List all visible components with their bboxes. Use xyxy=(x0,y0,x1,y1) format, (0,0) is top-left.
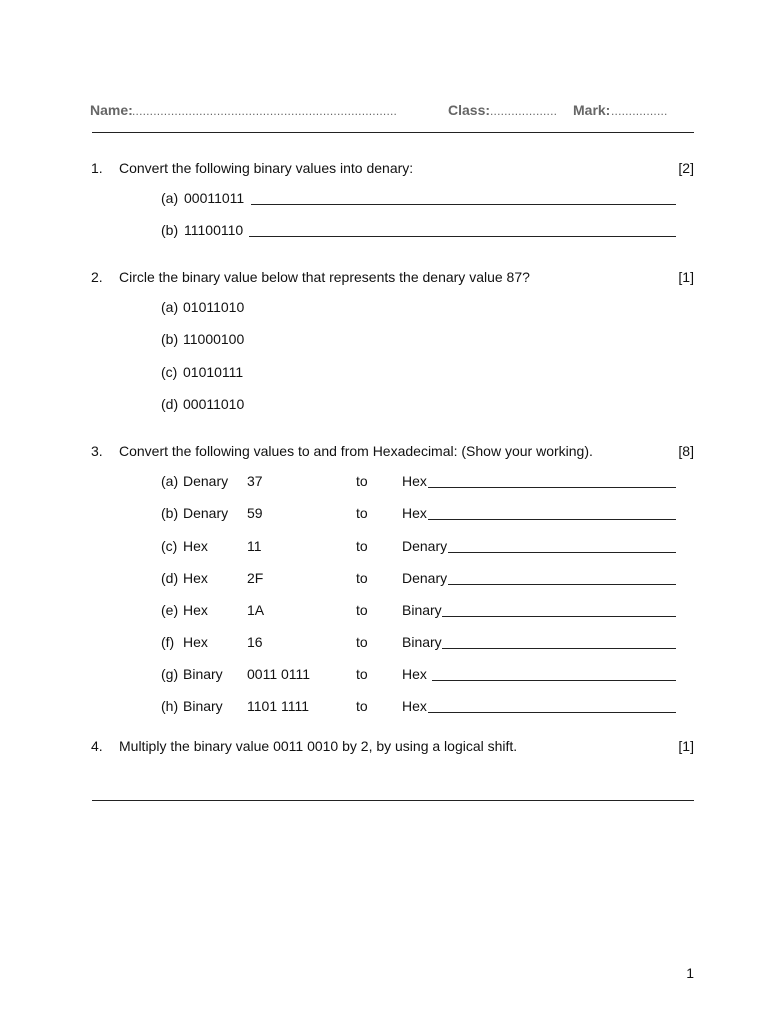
row-to: to xyxy=(356,570,368,586)
name-field[interactable]: ........................................................................... xyxy=(132,104,398,118)
row-target: Hex xyxy=(402,666,427,682)
question-text: Convert the following values to and from Hexadecimal: (Show your working). xyxy=(119,443,593,459)
row-from: Hex xyxy=(183,538,208,554)
row-to: to xyxy=(356,505,368,521)
row-target: Hex xyxy=(402,505,427,521)
row-from: Hex xyxy=(183,570,208,586)
option-label: (d) xyxy=(161,396,179,412)
row-to: to xyxy=(356,634,368,650)
item-value: 11100110 xyxy=(184,222,244,238)
row-from: Binary xyxy=(183,698,223,714)
row-label: (a) xyxy=(161,473,179,489)
answer-line[interactable] xyxy=(428,487,676,488)
row-label: (c) xyxy=(161,538,178,554)
header-divider xyxy=(92,132,694,133)
answer-line[interactable] xyxy=(92,800,694,801)
row-value: 0011 0111 xyxy=(247,666,311,682)
row-target: Denary xyxy=(402,570,448,586)
item-label: (b) xyxy=(161,222,179,238)
option-label: (a) xyxy=(161,299,179,315)
row-target: Hex xyxy=(402,473,427,489)
row-label: (h) xyxy=(161,698,179,714)
question-number: 3. xyxy=(91,443,103,459)
question-marks: [1] xyxy=(678,738,694,754)
row-target: Binary xyxy=(402,634,442,650)
mark-label: Mark: xyxy=(573,102,611,118)
option-value[interactable]: 01010111 xyxy=(183,364,244,380)
row-value: 2F xyxy=(247,570,264,586)
row-to: to xyxy=(356,538,368,554)
class-label: Class: xyxy=(448,102,491,118)
item-label: (a) xyxy=(161,190,179,206)
row-value: 16 xyxy=(247,634,263,650)
answer-line[interactable] xyxy=(442,616,676,617)
row-from: Denary xyxy=(183,505,229,521)
row-value: 1A xyxy=(247,602,265,618)
row-to: to xyxy=(356,698,368,714)
row-label: (d) xyxy=(161,570,179,586)
row-from: Hex xyxy=(183,602,208,618)
row-label: (f) xyxy=(161,634,175,650)
mark-field[interactable]: ................ xyxy=(611,104,668,118)
question-text: Convert the following binary values into denary: xyxy=(119,160,414,176)
option-value[interactable]: 01011010 xyxy=(183,299,245,315)
row-value: 1101 1111 xyxy=(247,698,310,714)
answer-line[interactable] xyxy=(432,680,676,681)
row-target: Binary xyxy=(402,602,442,618)
option-label: (c) xyxy=(161,364,178,380)
option-label: (b) xyxy=(161,331,179,347)
question-marks: [2] xyxy=(678,160,694,176)
option-value[interactable]: 11000100 xyxy=(183,331,245,347)
question-number: 1. xyxy=(91,160,103,176)
answer-line[interactable] xyxy=(442,648,676,649)
row-value: 37 xyxy=(247,473,263,489)
row-from: Binary xyxy=(183,666,223,682)
answer-line[interactable] xyxy=(448,552,676,553)
question-number: 2. xyxy=(91,269,103,285)
answer-line[interactable] xyxy=(249,236,676,237)
answer-line[interactable] xyxy=(428,712,676,713)
item-value: 00011011 xyxy=(184,190,245,206)
question-number: 4. xyxy=(91,738,103,754)
row-label: (e) xyxy=(161,602,179,618)
answer-line[interactable] xyxy=(428,519,676,520)
row-from: Hex xyxy=(183,634,208,650)
row-label: (g) xyxy=(161,666,179,682)
row-to: to xyxy=(356,666,368,682)
question-marks: [8] xyxy=(678,443,694,459)
row-target: Hex xyxy=(402,698,427,714)
question-text: Circle the binary value below that represents the denary value 87? xyxy=(119,269,530,285)
name-label: Name: xyxy=(90,102,133,118)
row-value: 11 xyxy=(247,538,262,554)
question-text: Multiply the binary value 0011 0010 by 2, by using a logical shift. xyxy=(119,738,518,754)
row-value: 59 xyxy=(247,505,263,521)
row-target: Denary xyxy=(402,538,448,554)
option-value[interactable]: 00011010 xyxy=(183,396,245,412)
answer-line[interactable] xyxy=(251,204,676,205)
row-label: (b) xyxy=(161,505,179,521)
row-to: to xyxy=(356,602,368,618)
row-to: to xyxy=(356,473,368,489)
answer-line[interactable] xyxy=(448,584,676,585)
page-number: 1 xyxy=(686,965,694,981)
class-field[interactable]: ................... xyxy=(490,104,558,118)
row-from: Denary xyxy=(183,473,229,489)
question-marks: [1] xyxy=(678,269,694,285)
